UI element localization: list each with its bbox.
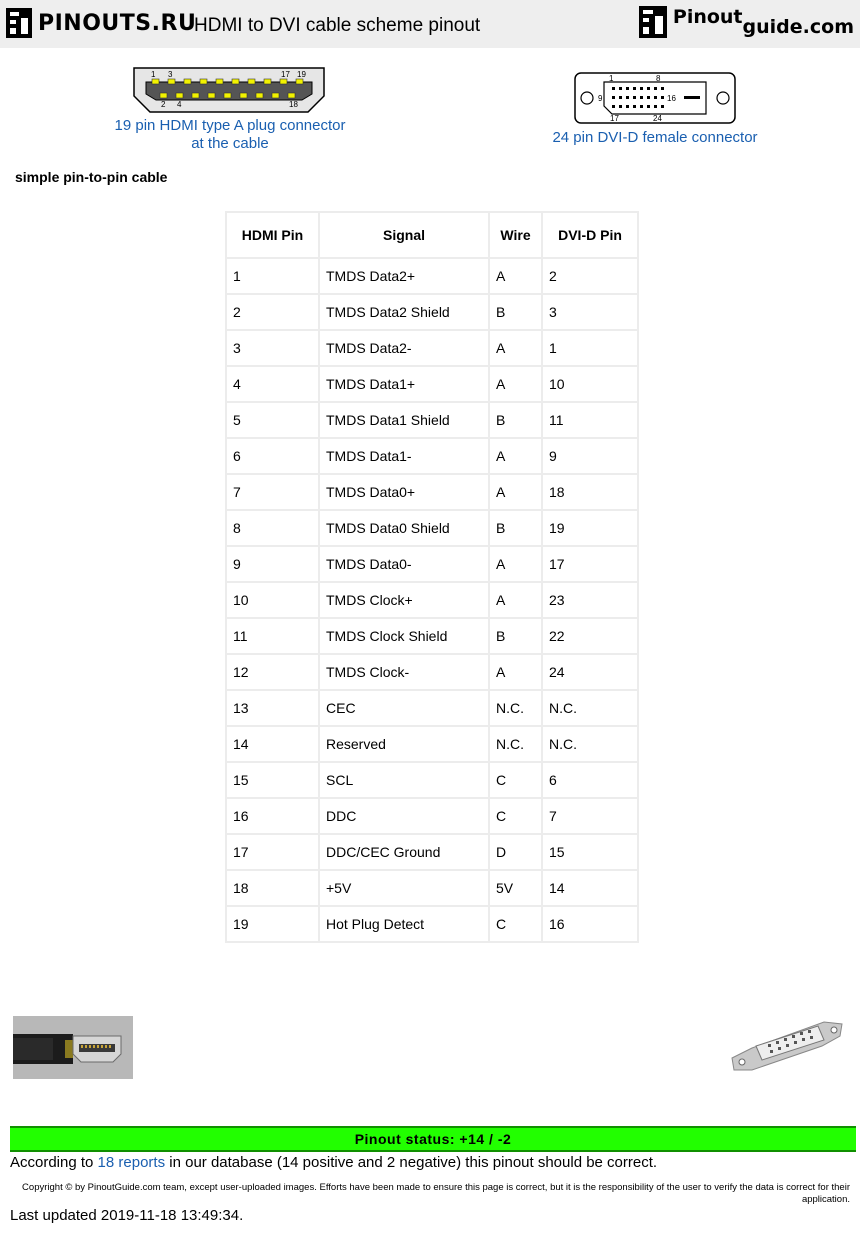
- cell-dvi-pin: 24: [542, 654, 638, 690]
- pinout-table: [225, 211, 639, 943]
- hdmi-connector-caption[interactable]: [105, 117, 355, 153]
- reports-link[interactable]: 18 reports: [97, 1154, 166, 1171]
- hdmi-caption-line2: at the cable: [191, 135, 269, 152]
- pinouts-ru-logo[interactable]: [6, 8, 196, 38]
- cell-signal: TMDS Data0-: [319, 546, 489, 582]
- table-row: [226, 258, 638, 294]
- dvi-pin-label: 8: [656, 74, 661, 83]
- dvi-pin-label: 24: [653, 114, 662, 123]
- cell-hdmi-pin: 18: [226, 870, 319, 906]
- cell-hdmi-pin: 19: [226, 906, 319, 942]
- cell-hdmi-pin: 6: [226, 438, 319, 474]
- table-row: [226, 474, 638, 510]
- cell-dvi-pin: 18: [542, 474, 638, 510]
- cell-dvi-pin: 11: [542, 402, 638, 438]
- cell-signal: TMDS Clock Shield: [319, 618, 489, 654]
- table-row: [226, 834, 638, 870]
- header-hdmi-pin: HDMI Pin: [226, 212, 319, 258]
- right-logo-part1: Pinout: [672, 6, 743, 28]
- header-signal: Signal: [319, 212, 489, 258]
- cell-hdmi-pin: 7: [226, 474, 319, 510]
- cell-wire: B: [489, 402, 542, 438]
- last-updated: Last updated 2019-11-18 13:49:34.: [10, 1207, 244, 1224]
- hdmi-pin-label: 2: [161, 100, 166, 109]
- cell-hdmi-pin: 10: [226, 582, 319, 618]
- pinoutguide-logo[interactable]: [639, 6, 854, 38]
- table-row: [226, 618, 638, 654]
- cell-wire: B: [489, 618, 542, 654]
- cell-wire: A: [489, 582, 542, 618]
- cell-signal: TMDS Data2+: [319, 258, 489, 294]
- cell-signal: Reserved: [319, 726, 489, 762]
- cell-wire: D: [489, 834, 542, 870]
- cell-hdmi-pin: 14: [226, 726, 319, 762]
- cell-hdmi-pin: 15: [226, 762, 319, 798]
- copyright-notice: Copyright © by PinoutGuide.com team, except user-uploaded images. Efforts have been made to ensure this page is correct, but it is the responsibility of the user to verify the data is correct for their application.: [22, 1182, 850, 1205]
- hdmi-plug-photo: [13, 1016, 133, 1079]
- cell-wire: A: [489, 654, 542, 690]
- table-row: [226, 798, 638, 834]
- pinout-status-bar: Pinout status: +14 / -2: [10, 1126, 856, 1152]
- dvi-pin-label: 17: [610, 114, 619, 123]
- cell-dvi-pin: 2: [542, 258, 638, 294]
- cell-wire: C: [489, 762, 542, 798]
- dvi-pin-label: 9: [598, 94, 603, 103]
- cell-dvi-pin: 22: [542, 618, 638, 654]
- hdmi-pin-label: 18: [289, 100, 298, 109]
- cell-wire: N.C.: [489, 726, 542, 762]
- table-row: [226, 726, 638, 762]
- cell-signal: TMDS Data2-: [319, 330, 489, 366]
- cell-hdmi-pin: 2: [226, 294, 319, 330]
- cell-signal: TMDS Data2 Shield: [319, 294, 489, 330]
- cell-wire: B: [489, 294, 542, 330]
- cell-wire: C: [489, 906, 542, 942]
- cell-hdmi-pin: 5: [226, 402, 319, 438]
- cell-signal: DDC/CEC Ground: [319, 834, 489, 870]
- pinoutguide-logo-icon: [639, 6, 667, 38]
- table-row: [226, 330, 638, 366]
- cell-dvi-pin: N.C.: [542, 726, 638, 762]
- table-row: [226, 870, 638, 906]
- dvi-pin-label: 16: [667, 94, 676, 103]
- cell-wire: A: [489, 546, 542, 582]
- table-row: [226, 654, 638, 690]
- hdmi-connector-diagram: [132, 66, 326, 114]
- cell-dvi-pin: 9: [542, 438, 638, 474]
- cell-wire: B: [489, 510, 542, 546]
- cell-signal: CEC: [319, 690, 489, 726]
- cell-dvi-pin: 16: [542, 906, 638, 942]
- cell-signal: TMDS Data0 Shield: [319, 510, 489, 546]
- cell-signal: TMDS Data1+: [319, 366, 489, 402]
- cell-wire: 5V: [489, 870, 542, 906]
- table-row: [226, 366, 638, 402]
- cell-wire: C: [489, 798, 542, 834]
- cell-dvi-pin: 1: [542, 330, 638, 366]
- hdmi-pin-label: 19: [297, 70, 306, 79]
- table-row: [226, 906, 638, 942]
- hdmi-pin-label: 4: [177, 100, 182, 109]
- cell-dvi-pin: 6: [542, 762, 638, 798]
- section-heading: simple pin-to-pin cable: [15, 169, 168, 185]
- hdmi-pin-label: 3: [168, 70, 173, 79]
- cell-wire: A: [489, 474, 542, 510]
- cell-signal: TMDS Data1-: [319, 438, 489, 474]
- dvi-connector-caption[interactable]: 24 pin DVI-D female connector: [552, 129, 758, 146]
- cell-hdmi-pin: 16: [226, 798, 319, 834]
- cell-wire: A: [489, 366, 542, 402]
- cell-hdmi-pin: 4: [226, 366, 319, 402]
- cell-wire: A: [489, 258, 542, 294]
- table-row: [226, 582, 638, 618]
- cell-hdmi-pin: 1: [226, 258, 319, 294]
- cell-wire: A: [489, 330, 542, 366]
- cell-hdmi-pin: 12: [226, 654, 319, 690]
- right-logo-part2: guide.com: [742, 16, 854, 38]
- according-before: According to: [10, 1154, 98, 1171]
- page-title: HDMI to DVI cable scheme pinout: [194, 15, 481, 36]
- table-row: [226, 546, 638, 582]
- cell-dvi-pin: 23: [542, 582, 638, 618]
- cell-signal: TMDS Clock-: [319, 654, 489, 690]
- cell-dvi-pin: 14: [542, 870, 638, 906]
- cell-signal: TMDS Data1 Shield: [319, 402, 489, 438]
- hdmi-caption-line1: 19 pin HDMI type A plug connector: [114, 117, 346, 134]
- cell-wire: N.C.: [489, 690, 542, 726]
- dvi-pin-label: 1: [609, 74, 614, 83]
- cell-signal: TMDS Clock+: [319, 582, 489, 618]
- cell-dvi-pin: 3: [542, 294, 638, 330]
- status-description: [10, 1154, 657, 1171]
- cell-hdmi-pin: 9: [226, 546, 319, 582]
- table-row: [226, 690, 638, 726]
- cell-dvi-pin: N.C.: [542, 690, 638, 726]
- table-row: [226, 762, 638, 798]
- cell-signal: DDC: [319, 798, 489, 834]
- cell-signal: TMDS Data0+: [319, 474, 489, 510]
- cell-hdmi-pin: 17: [226, 834, 319, 870]
- cell-wire: A: [489, 438, 542, 474]
- cell-dvi-pin: 10: [542, 366, 638, 402]
- pinouts-logo-icon: [6, 8, 32, 38]
- hdmi-pin-label: 1: [151, 70, 156, 79]
- cell-hdmi-pin: 8: [226, 510, 319, 546]
- dvi-socket-photo: [728, 1016, 846, 1074]
- table-row: [226, 510, 638, 546]
- cell-signal: +5V: [319, 870, 489, 906]
- cell-signal: Hot Plug Detect: [319, 906, 489, 942]
- header-wire: Wire: [489, 212, 542, 258]
- according-after: in our database (14 positive and 2 negative) this pinout should be correct.: [165, 1154, 658, 1171]
- table-header-row: [226, 212, 638, 258]
- dvi-connector-diagram: [574, 72, 736, 124]
- site-logo-text: PINOUTS.RU: [38, 10, 197, 36]
- cell-dvi-pin: 7: [542, 798, 638, 834]
- table-row: [226, 402, 638, 438]
- table-row: [226, 438, 638, 474]
- top-bar: [0, 0, 860, 48]
- cell-signal: SCL: [319, 762, 489, 798]
- hdmi-pin-label: 17: [281, 70, 290, 79]
- cell-dvi-pin: 19: [542, 510, 638, 546]
- header-dvi-pin: DVI-D Pin: [542, 212, 638, 258]
- cell-hdmi-pin: 13: [226, 690, 319, 726]
- table-row: [226, 294, 638, 330]
- cell-hdmi-pin: 3: [226, 330, 319, 366]
- cell-dvi-pin: 17: [542, 546, 638, 582]
- cell-dvi-pin: 15: [542, 834, 638, 870]
- cell-hdmi-pin: 11: [226, 618, 319, 654]
